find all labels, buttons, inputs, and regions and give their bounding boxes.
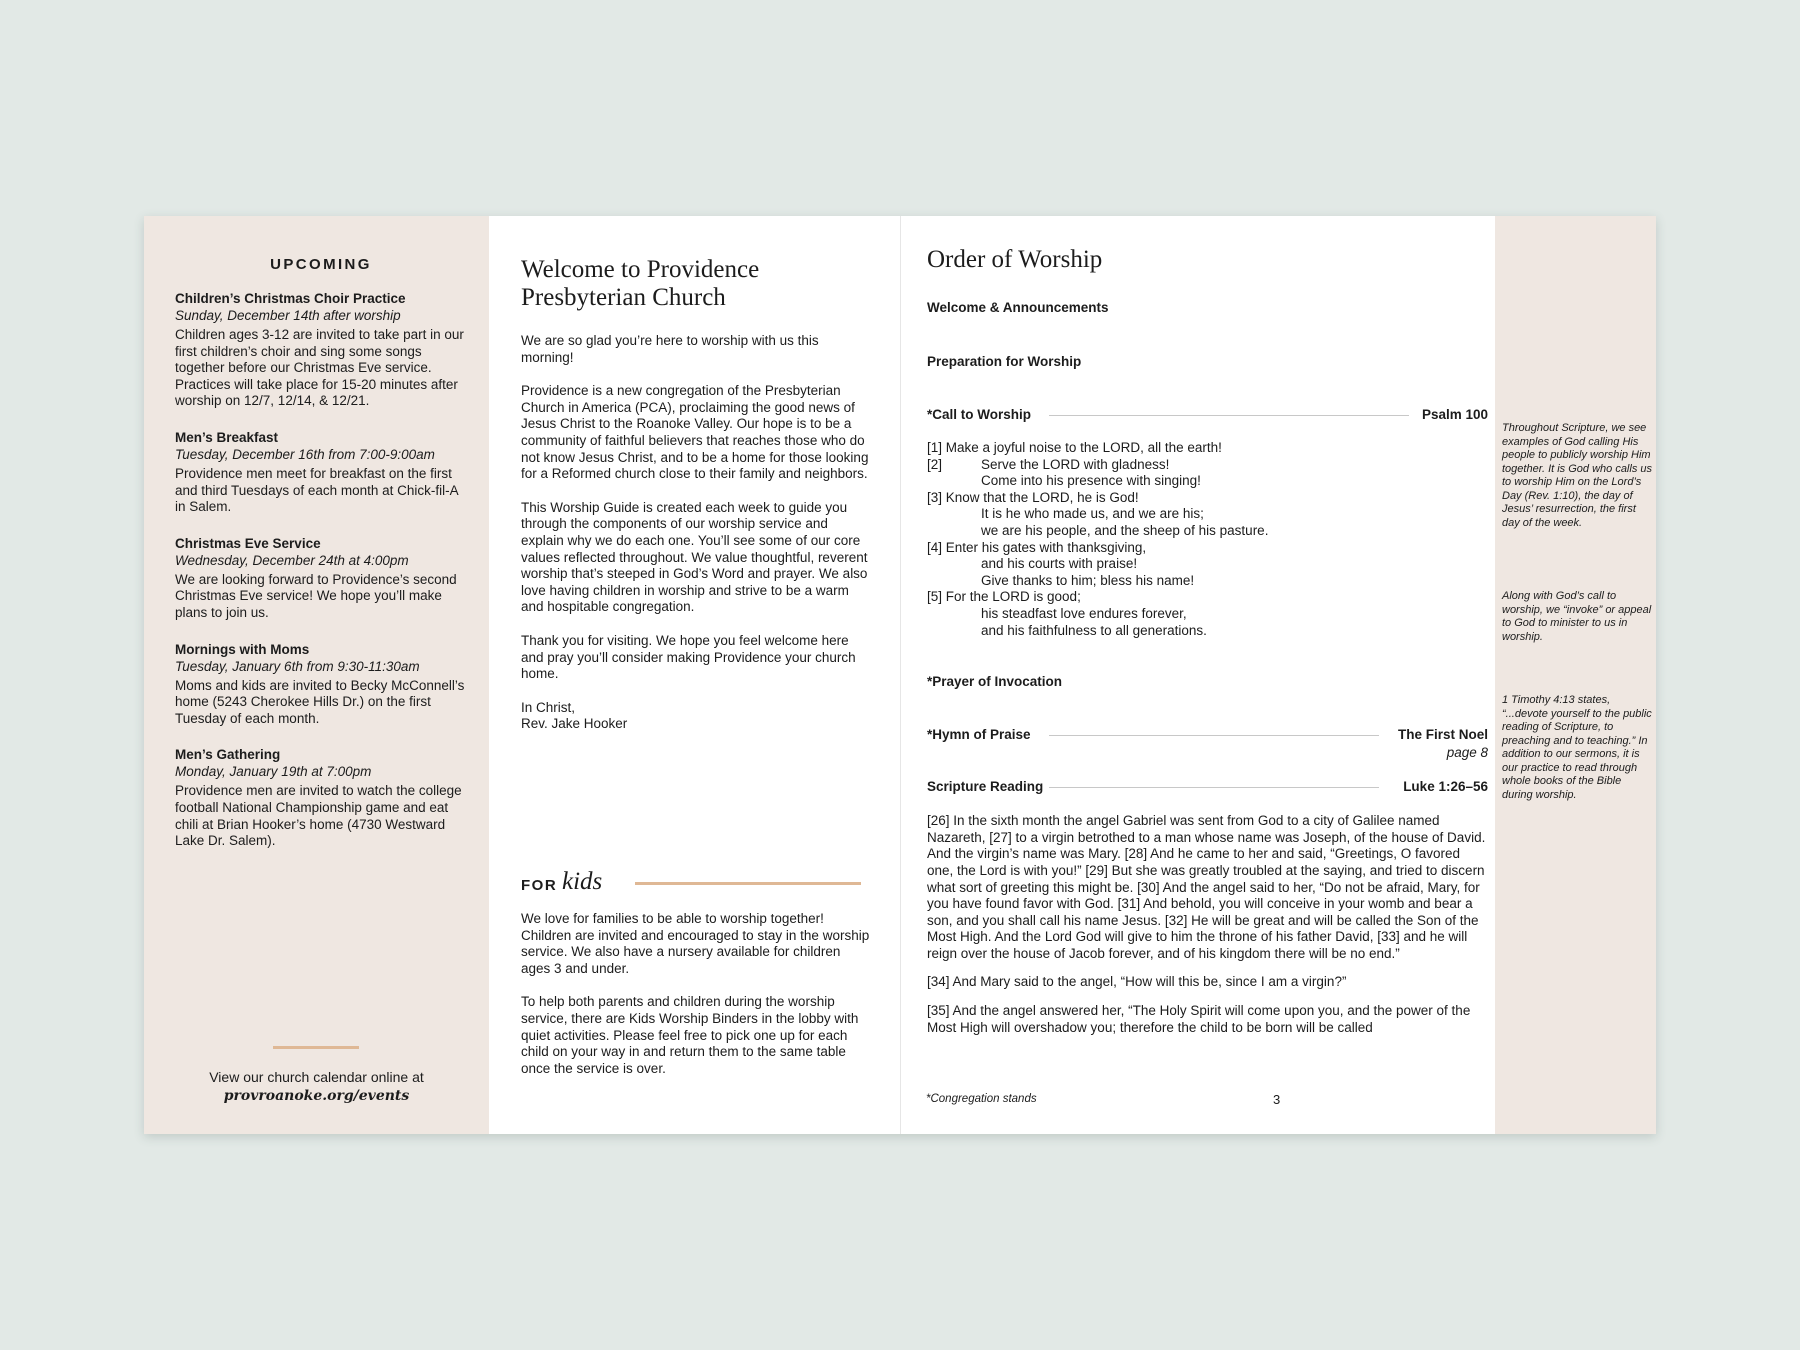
psalm-line: Come into his presence with singing! [981, 473, 1201, 489]
event-when: Sunday, December 14th after worship [175, 308, 401, 323]
event-title: Mornings with Moms [175, 641, 310, 657]
kids-label: kids [562, 868, 603, 895]
scripture-paragraph: [34] And Mary said to the angel, “How will this be, since I am a virgin?” [927, 974, 1347, 990]
psalm-line: Serve the LORD with gladness! [981, 456, 1170, 472]
psalm-line: and his courts with praise! [981, 556, 1138, 572]
scripture-label: Scripture Reading [927, 779, 1044, 795]
call-to-worship-label: *Call to Worship [927, 407, 1032, 422]
side-note: Throughout Scripture, we see examples of God calling His people to publicly worship Him together. It is God who calls us to worship Him on the Lord’s Day (Rev. 1:10), the day of Jesus’ resurrection, the first day of the week. [1502, 422, 1652, 529]
welcome-paragraph: This Worship Guide is created each week to guide you through the components of our worship service and explain why we do each one. You’ll see some of our core values reflected throughout. We value thoughtful, reverent worship that’s steeped in God’s Word and prayer. We also love having children in worship and strive to be a warm and hospitable congregation. [521, 499, 868, 615]
event-title: Christmas Eve Service [175, 535, 321, 551]
welcome-title [521, 256, 870, 312]
event-description: We are looking forward to Providence’s second Christmas Eve service! We hope you’ll make plans to join us. [175, 571, 457, 620]
welcome-title-line1: Welcome to Providence [521, 256, 760, 283]
psalm-line: his steadfast love endures forever, [981, 605, 1187, 621]
event-when: Monday, January 19th at 7:00pm [175, 764, 372, 780]
event-item [175, 746, 467, 849]
scripture-ref: Luke 1:26–56 [1403, 779, 1488, 795]
hymn-title: The First Noel [1397, 727, 1488, 743]
side-notes-panel [1495, 216, 1656, 1134]
event-description: Providence men are invited to watch the college football National Championship game and eat chili at Brian Hooker’s home (4730 Westward Lake Dr. Salem). [175, 783, 462, 849]
calendar-divider [273, 1046, 359, 1049]
calendar-text: View our church calendar online at [209, 1069, 424, 1085]
event-title: Children’s Christmas Choir Practice [175, 291, 406, 306]
signature-block [521, 700, 870, 733]
scripture-paragraph: [26] In the sixth month the angel Gabriel was sent from God to a city of Galilee named Nazareth, [27] to a virgin betrothed to a man whose name was Joseph, of the house of David. And the virgin’s name was Mary. [28] And he came to her and said, “Greetings, O favored one, the Lord is with you!” [29] But she was greatly troubled at the saying, and tried to discern what sort of greeting this might be. [30] And the angel said to her, “Do not be afraid, Mary, for you have found favor with God. [31] And behold, you will conceive in your womb and bear a son, and you shall call his name Jesus. [32] He will be great and will be called the Son of the Most High. And the Lord God will give to him the throne of his father David, [33] and he will reign over the house of Jacob forever, and of his kingdom there will be no end.” [927, 813, 1486, 961]
event-item [175, 641, 467, 728]
kids-paragraph: We love for families to be able to worship together! Children are invited and encouraged to stay in the worship service. We also have a nursery available for children ages 3 and under. [521, 911, 870, 976]
event-title: Men’s Breakfast [175, 429, 279, 445]
hymn-label: *Hymn of Praise [927, 727, 1031, 743]
leader-line [1049, 735, 1379, 736]
upcoming-heading: UPCOMING [270, 256, 372, 273]
scripture-text [927, 813, 1488, 1036]
signature: Rev. Jake Hooker [521, 716, 628, 732]
event-when: Tuesday, December 16th from 7:00-9:00am [175, 446, 435, 462]
call-to-worship-row [927, 407, 1488, 424]
scripture-reading-row [927, 779, 1488, 796]
kids-divider [635, 882, 861, 885]
psalm-line: [5] For the LORD is good; [927, 589, 1081, 605]
for-label: FOR [521, 877, 558, 894]
side-note: 1 Timothy 4:13 states, “...devote yourself to the public reading of Scripture, to preaching and to teaching.” In addition to our sermons, it is our practice to read through whole books of the Bible during worship. [1502, 694, 1652, 801]
event-item [175, 429, 467, 516]
event-when: Tuesday, January 6th from 9:30-11:30am [175, 658, 420, 674]
psalm-line: It is he who made us, and we are his; [981, 506, 1204, 522]
psalm-line: [4] Enter his gates with thanksgiving, [927, 539, 1147, 555]
event-title: Men’s Gathering [175, 747, 281, 763]
call-to-worship-ref: Psalm 100 [1421, 407, 1488, 422]
psalm-line: [1] Make a joyful noise to the LORD, all the earth! [927, 440, 1222, 455]
welcome-paragraph: Providence is a new congregation of the Presbyterian Church in America (PCA), proclaiming the good news of Jesus Christ to the Roanoke Valley. Our hope is to be a community of faithful believers that reaches those who do not know Jesus Christ, and to be a home for those looking for a Reformed church close to their family and neighbors. [521, 383, 869, 482]
leader-line [1049, 787, 1379, 788]
closing: In Christ, [521, 699, 576, 715]
welcome-paragraph: We are so glad you’re here to worship with us this morning! [521, 333, 819, 365]
scripture-paragraph: [35] And the angel answered her, “The Holy Spirit will come upon you, and the power of the Most High will overshadow you; therefore the child to be born will be called [927, 1003, 1471, 1035]
page-number: 3 [1273, 1092, 1281, 1107]
kids-section [521, 911, 871, 1094]
psalm-line: Give thanks to him; bless his name! [981, 572, 1195, 588]
bulletin-spread [144, 216, 1656, 1134]
order-title: Order of Worship [927, 246, 1103, 273]
psalm-verse-number: [2] [927, 456, 943, 472]
welcome-announcements-item: Welcome & Announcements [927, 300, 1109, 315]
prayer-of-invocation-item: *Prayer of Invocation [927, 674, 1063, 690]
welcome-panel [489, 216, 900, 1134]
event-when: Wednesday, December 24th at 4:00pm [175, 552, 409, 568]
event-item [175, 290, 467, 410]
event-item [175, 535, 467, 622]
psalm-line: we are his people, and the sheep of his pasture. [981, 522, 1269, 538]
congregation-stands-note: *Congregation stands [926, 1093, 1037, 1105]
side-note: Along with God’s call to worship, we “invoke” or appeal to God to minister to us in worship. [1502, 590, 1652, 643]
kids-paragraph: To help both parents and children during the worship service, there are Kids Worship Binders in the lobby with quiet activities. Please feel free to pick one up for each child on your way in and return them to the same table once the service is over. [521, 994, 859, 1076]
upcoming-panel [144, 216, 489, 1134]
calendar-url[interactable]: provroanoke.org/events [223, 1088, 410, 1104]
event-description: Providence men meet for breakfast on the first and third Tuesdays of each month at Chick-fil-A in Salem. [175, 465, 458, 515]
welcome-paragraph: Thank you for visiting. We hope you feel welcome here and pray you’ll consider making Providence your church home. [521, 632, 856, 682]
psalm-line: [3] Know that the LORD, he is God! [927, 489, 1139, 505]
for-kids-heading [521, 868, 861, 898]
welcome-title-line2: Presbyterian Church [521, 284, 726, 311]
hymn-page: page 8 [1446, 745, 1488, 761]
hymn-row [927, 727, 1488, 744]
event-description: Children ages 3-12 are invited to take part in our first children’s choir and sing some songs together before our Christmas Eve service. Practices will take place for 15-20 minutes after worship on 12/7, 12/14, & 12/21. [175, 327, 464, 409]
psalm-line: and his faithfulness to all generations. [981, 622, 1207, 638]
preparation-item: Preparation for Worship [927, 354, 1082, 369]
leader-line [1049, 415, 1409, 416]
event-description: Moms and kids are invited to Becky McConnell’s home (5243 Cherokee Hills Dr.) on the first Tuesday of each month. [175, 677, 465, 726]
